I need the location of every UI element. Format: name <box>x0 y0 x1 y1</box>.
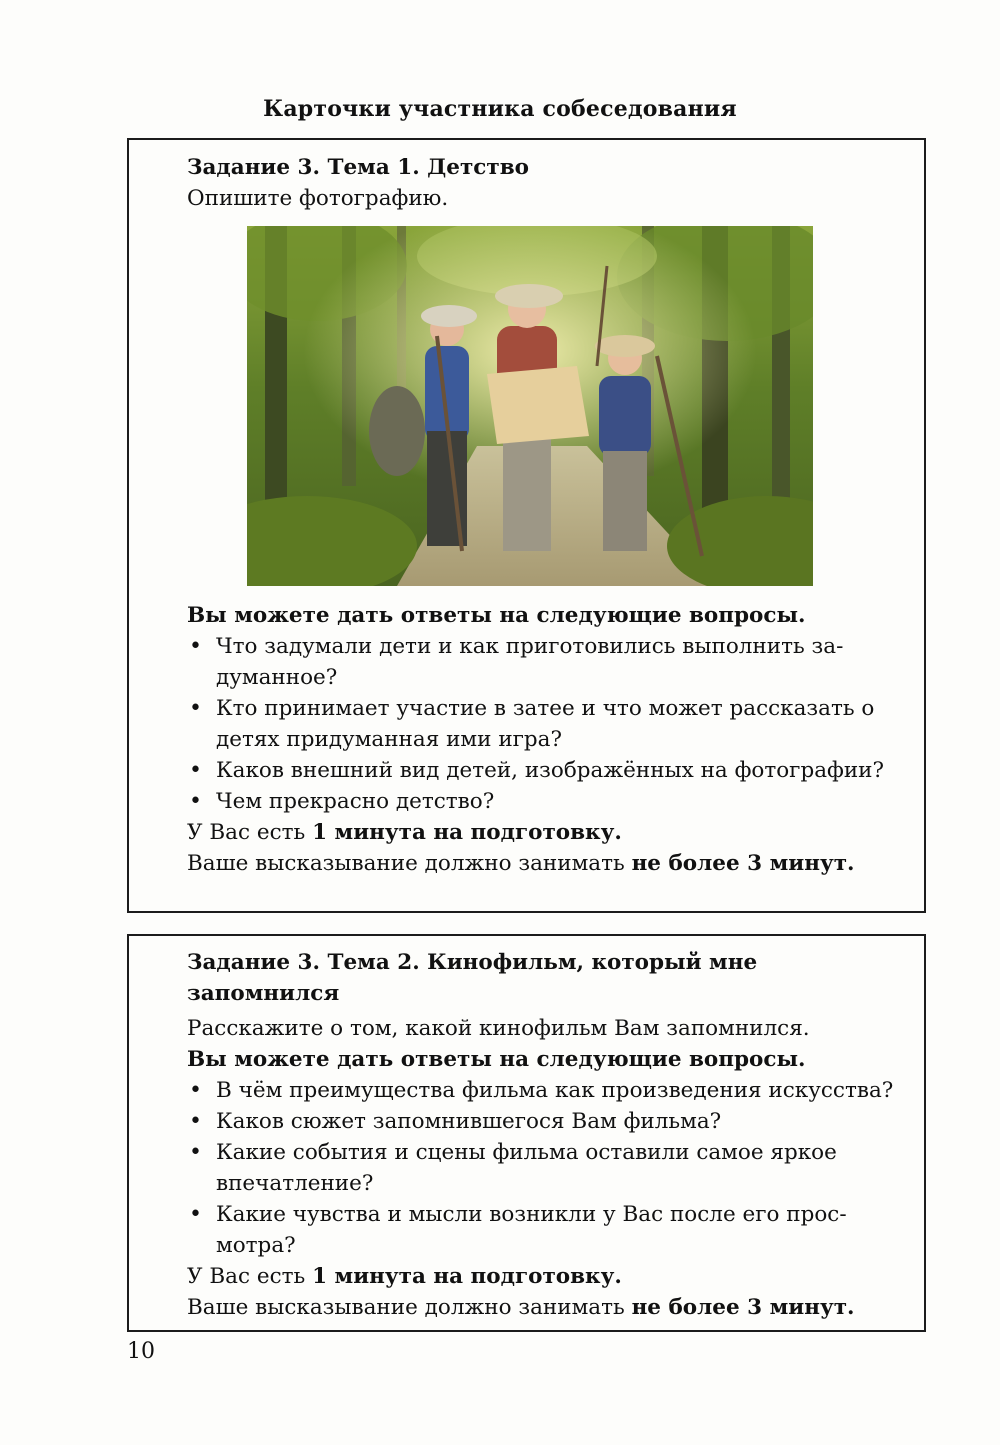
question-item: • В чём преимущества фильма как произведения искусства? <box>187 1075 912 1106</box>
answer-time: не более 3 минут. <box>631 1295 855 1320</box>
prep-time: 1 минута на подготовку. <box>312 820 622 845</box>
question-item: • Каков внешний вид детей, изображённых на фотографии? <box>187 755 912 786</box>
questions-heading: Вы можете дать ответы на следующие вопросы. <box>187 603 806 628</box>
card-instruction: Опишите фотографию. <box>187 186 449 211</box>
page-number: 10 <box>127 1339 155 1364</box>
question-item: • Кто принимает участие в затее и что может рассказать о детях придуманная ими игра? <box>187 693 912 755</box>
answer-time: не более 3 минут. <box>631 851 855 876</box>
prep-time: 1 минута на подготовку. <box>312 1264 622 1289</box>
questions-list <box>187 631 912 817</box>
answer-prefix: Ваше высказывание должно занимать <box>187 1295 632 1320</box>
task-card-2 <box>127 934 926 1332</box>
question-item: • Чем прекрасно детство? <box>187 786 912 817</box>
prep-time-line <box>187 1261 912 1292</box>
card-heading: Задание 3. Тема 2. Кинофильм, который мне запомнился <box>187 950 758 1006</box>
card-heading: Задание 3. Тема 1. Детство <box>187 155 529 180</box>
question-item: • Что задумали дети и как приготовились выполнить задуманное? <box>187 631 912 693</box>
prep-prefix: У Вас есть <box>187 820 313 845</box>
question-item: • Каков сюжет запомнившегося Вам фильма? <box>187 1106 912 1137</box>
card-instruction: Расскажите о том, какой кинофильм Вам запомнился. <box>187 1016 810 1041</box>
answer-prefix: Ваше высказывание должно занимать <box>187 851 632 876</box>
page-title: Карточки участника собеседования <box>263 96 737 122</box>
questions-heading: Вы можете дать ответы на следующие вопросы. <box>187 1047 806 1072</box>
task-card-1 <box>127 138 926 913</box>
answer-time-line <box>187 1292 912 1323</box>
answer-time-line <box>187 848 912 879</box>
prep-prefix: У Вас есть <box>187 1264 313 1289</box>
prep-time-line <box>187 817 912 848</box>
question-item: • Какие чувства и мысли возникли у Вас после его просмотра? <box>187 1199 912 1261</box>
photo-children-hikers <box>247 226 813 586</box>
questions-list <box>187 1075 912 1261</box>
question-item: • Какие события и сцены фильма оставили самое яркое впечатление? <box>187 1137 912 1199</box>
